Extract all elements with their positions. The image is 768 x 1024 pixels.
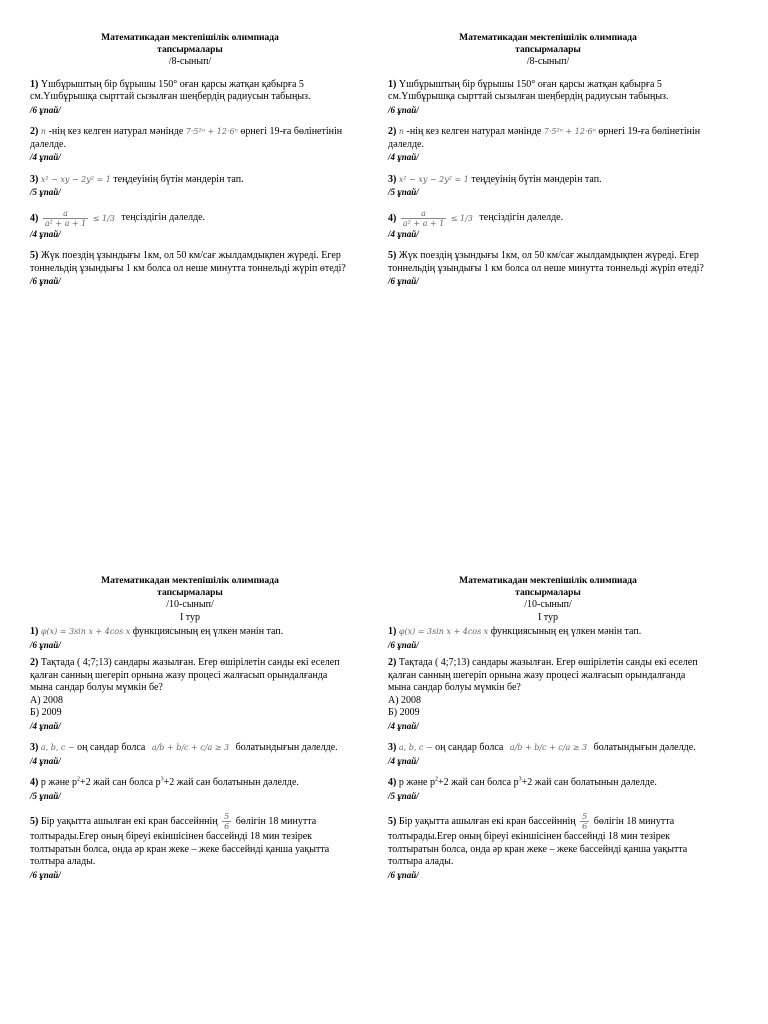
task-points: /5 ұпай/: [388, 790, 419, 801]
olympiad-sheet-10-right: [388, 575, 708, 891]
task-1: 1) Үшбұрыштың бір бұрышы 150° оған қарсы жатқан қабырға 5 см.Үшбұрышқа сырттай сызылған шеңбердің радиусын табыңыз. /6 ұпай/: [388, 79, 708, 117]
inequality: a/b + b/c + c/a ≥ 3: [509, 743, 588, 752]
task-points: /5 ұпай/: [30, 790, 61, 801]
task-points: /6 ұпай/: [30, 104, 61, 115]
task-points: /6 ұпай/: [30, 869, 61, 880]
task-1: 1) φ(x) = 3sin x + 4cos x функциясының ең үлкен мәнін тап. /6 ұпай/: [30, 626, 350, 651]
task-5: 5) Жүк поездің ұзындығы 1км, ол 50 км/сағ жылдамдықпен жүреді. Егер тоннельдің ұзындығы 1 км болса ол неше минутта тоннельді жүріп өтеді? /6 ұпай/: [30, 250, 350, 288]
formula: x² − xy − 2y² = 1: [398, 174, 469, 184]
round-label: І тур: [537, 611, 559, 623]
fraction: $\frac{a}{\text{a² + a + 1}}$: [402, 208, 445, 228]
formula: φ(x) = 3sin x + 4cos x: [40, 627, 131, 636]
grade-label: /10-сынып/: [524, 599, 572, 610]
sheet-title-line2: тапсырмалары: [515, 588, 581, 598]
task-5: 5) Бір уақытта ашылған екі кран бассейннің $\frac{5}{6}$ бөлігін 18 минутта толтырады.Егер оның біреуі екіншісінен бассейнді 18 мин тезірек толтыратын болса, онда әр кран жеке – жеке бассейнді қанша уақытта толтыра алады. /6 ұпай/: [388, 812, 708, 881]
task-points: /6 ұпай/: [388, 276, 419, 286]
task-4: 4) $\frac{a}{\text{a² + a + 1}}$ ≤ 1/3 теңсіздігін дәлелде. /4 ұпай/: [30, 209, 350, 241]
option-a: А) 2008: [30, 694, 64, 706]
formula: a, b, c −: [40, 743, 75, 752]
task-3: 3) x² − xy − 2y² = 1 теңдеуінің бүтін мәндерін тап. /5 ұпай/: [388, 174, 708, 199]
formula: a, b, c −: [398, 743, 433, 752]
task-5: 5) Бір уақытта ашылған екі кран бассейннің $\frac{5}{6}$ бөлігін 18 минутта толтырады.Егер оның біреуі екіншісінен бассейнді 18 мин тезірек толтыратын болса, онда әр кран жеке – жеке бассейнді қанша уақытта толтыра алады. /6 ұпай/: [30, 812, 350, 881]
task-3: 3) x² − xy − 2y² = 1 теңдеуінің бүтін мәндерін тап. /5 ұпай/: [30, 174, 350, 199]
formula: x² − xy − 2y² = 1: [40, 174, 111, 184]
olympiad-sheet-8-left: [30, 32, 350, 298]
sheet-title: Математикадан мектепішілік олимпиада: [101, 33, 279, 43]
grade-label: /8-сынып/: [526, 56, 570, 67]
formula: 7·5²ⁿ + 12·6ⁿ: [185, 127, 238, 136]
sheet-title-line2: тапсырмалары: [515, 45, 581, 55]
sheet-title: Математикадан мектепішілік олимпиада: [459, 33, 637, 43]
task-4: 4) $\frac{a}{\text{a² + a + 1}}$ ≤ 1/3 теңсіздігін дәлелде. /4 ұпай/: [388, 209, 708, 241]
task-points: /6 ұпай/: [30, 276, 61, 286]
task-3: 3) a, b, c − оң сандар болса a/b + b/c + c/a ≥ 3 болатындығын дәлелде. /4 ұпай/: [30, 742, 350, 767]
task-points: /6 ұпай/: [388, 639, 419, 650]
task-2: 2) Тақтада ( 4;7;13) сандары жазылған. Егер өшірілетін санды екі еселеп қалған санның шегеріп орнына жазу процесі жалғасып орындалғанда мына сандар болуы мүмкін бе? А) 2008 Б) 2009 /4 ұпай/: [30, 657, 350, 732]
task-3: 3) a, b, c − оң сандар болса a/b + b/c + c/a ≥ 3 болатындығын дәлелде. /4 ұпай/: [388, 742, 708, 767]
grade-label: /8-сынып/: [168, 56, 212, 67]
task-points: /5 ұпай/: [30, 187, 61, 197]
task-2: 2) n -нің кез келген натурал мәнінде 7·5²ⁿ + 12·6ⁿ өрнегі 19-ға бөлінетінін дәлелде. /4 ұпай/: [388, 126, 708, 164]
option-a: А) 2008: [388, 694, 422, 706]
task-points: /6 ұпай/: [30, 639, 61, 650]
sheet-title-line2: тапсырмалары: [157, 45, 223, 55]
grade-label: /10-сынып/: [166, 599, 214, 610]
task-4: 4) p және $p^2+2$ жай сан болса $p^3+2$ жай сан болатынын дәлелде. /5 ұпай/: [30, 777, 350, 802]
task-1: 1) Үшбұрыштың бір бұрышы 150° оған қарсы жатқан қабырға 5 см.Үшбұрышқа сырттай сызылған шеңбердің радиусын табыңыз. /6 ұпай/: [30, 79, 350, 117]
task-points: /4 ұпай/: [30, 755, 61, 766]
formula: 7·5²ⁿ + 12·6ⁿ: [543, 127, 596, 136]
task-points: /4 ұпай/: [30, 152, 61, 162]
option-b: Б) 2009: [30, 707, 62, 718]
task-points: /6 ұпай/: [388, 104, 419, 115]
fraction: $\frac{5}{6}$: [224, 812, 230, 831]
task-2: 2) n -нің кез келген натурал мәнінде 7·5²ⁿ + 12·6ⁿ өрнегі 19-ға бөлінетінін дәлелде. /4 ұпай/: [30, 126, 350, 164]
option-b: Б) 2009: [388, 707, 420, 718]
task-points: /5 ұпай/: [388, 187, 419, 197]
task-5: 5) Жүк поездің ұзындығы 1км, ол 50 км/сағ жылдамдықпен жүреді. Егер тоннельдің ұзындығы 1 км болса ол неше минутта тоннельді жүріп өтеді? /6 ұпай/: [388, 250, 708, 288]
task-1: 1) φ(x) = 3sin x + 4cos x функциясының ең үлкен мәнін тап. /6 ұпай/: [388, 626, 708, 651]
task-points: /4 ұпай/: [388, 228, 419, 239]
inequality: a/b + b/c + c/a ≥ 3: [151, 743, 230, 752]
task-points: /4 ұпай/: [30, 720, 61, 731]
task-4: 4) p және $p^2+2$ жай сан болса $p^3+2$ жай сан болатынын дәлелде. /5 ұпай/: [388, 777, 708, 802]
olympiad-sheet-10-left: [30, 575, 350, 891]
formula: φ(x) = 3sin x + 4cos x: [398, 627, 489, 636]
task-points: /4 ұпай/: [388, 720, 419, 731]
round-label: І тур: [179, 611, 201, 623]
olympiad-sheet-8-right: [388, 32, 708, 298]
sheet-title-line2: тапсырмалары: [157, 588, 223, 598]
task-2: 2) Тақтада ( 4;7;13) сандары жазылған. Егер өшірілетін санды екі еселеп қалған санның шегеріп орнына жазу процесі жалғасып орындалғанда мына сандар болуы мүмкін бе? А) 2008 Б) 2009 /4 ұпай/: [388, 657, 708, 732]
sheet-title: Математикадан мектепішілік олимпиада: [459, 576, 637, 586]
fraction: $\frac{5}{6}$: [582, 812, 588, 831]
task-points: /4 ұпай/: [30, 228, 61, 239]
fraction: $\frac{a}{\text{a² + a + 1}}$: [44, 208, 87, 228]
task-points: /6 ұпай/: [388, 869, 419, 880]
task-points: /4 ұпай/: [388, 755, 419, 766]
sheet-title: Математикадан мектепішілік олимпиада: [101, 576, 279, 586]
task-points: /4 ұпай/: [388, 152, 419, 162]
